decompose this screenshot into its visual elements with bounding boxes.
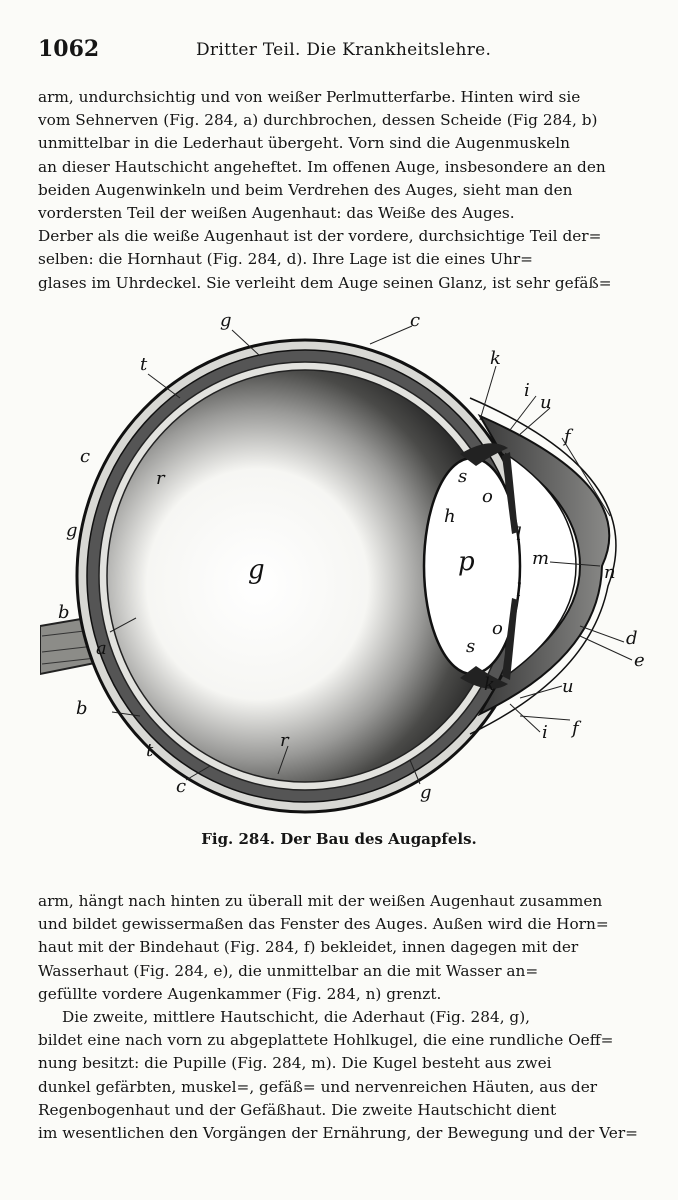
text-line: dunkel gefärbten, muskel=, gefäß= und nervenreichen Häuten, aus der	[38, 1077, 598, 1096]
text-line: an dieser Hautschicht angeheftet. Im offenen Auge, insbesondere an den	[38, 157, 606, 176]
text-line: vom Sehnerven (Fig. 284, a) durchbrochen, dessen Scheide (Fig 284, b)	[38, 111, 598, 130]
label-r: r	[280, 730, 289, 751]
text-line: nung besitzt: die Pupille (Fig. 284, m). Die Kugel besteht aus zwei	[38, 1054, 552, 1073]
label-u: u	[562, 676, 574, 697]
label-s: s	[458, 466, 468, 487]
text-line: unmittelbar in die Lederhaut übergeht. Vorn sind die Augenmuskeln	[38, 134, 571, 153]
label-e: e	[634, 650, 645, 671]
label-c: c	[176, 776, 187, 797]
label-t: t	[146, 740, 154, 761]
text-line: gefüllte vordere Augenkammer (Fig. 284, n) grenzt.	[38, 984, 442, 1003]
text-line: arm, hängt nach hinten zu überall mit der weißen Augenhaut zusammen	[38, 892, 603, 910]
text-line: beiden Augenwinkeln und beim Verdrehen des Auges, sieht man den	[38, 180, 573, 199]
text-line: Regenbogenhaut und der Gefäßhaut. Die zweite Hautschicht dient	[38, 1100, 557, 1119]
label-c: c	[80, 446, 91, 467]
text-line: und bildet gewissermaßen das Fenster des Auges. Außen wird die Horn=	[38, 915, 609, 934]
label-u: u	[540, 392, 552, 413]
label-b: b	[58, 602, 70, 623]
top-paragraph	[38, 86, 638, 295]
label-a: a	[96, 638, 107, 659]
label-i: i	[542, 722, 548, 743]
text-line: arm, undurchsichtig und von weißer Perlmutterfarbe. Hinten wird sie	[38, 88, 581, 106]
eyeball-figure	[40, 296, 660, 816]
label-o: o	[482, 486, 493, 507]
text-line: haut mit der Bindehaut (Fig. 284, f) bekleidet, innen dagegen mit der	[38, 938, 579, 957]
text-line: selben: die Hornhaut (Fig. 284, d). Ihre Lage ist die eines Uhr=	[38, 250, 533, 269]
label-o: o	[492, 618, 503, 639]
label-k: k	[484, 674, 495, 695]
running-title: Dritter Teil. Die Krankheitslehre.	[196, 40, 492, 60]
text-line: glases im Uhrdeckel. Sie verleiht dem Auge seinen Glanz, ist sehr gefäß=	[38, 273, 612, 292]
label-f: f	[572, 718, 579, 739]
label-h: h	[444, 506, 456, 527]
eyeball-illustration	[40, 296, 660, 816]
text-line: vordersten Teil der weißen Augenhaut: das Weiße des Auges.	[38, 204, 515, 223]
text-line: bildet eine nach vorn zu abgeplattete Hohlkugel, die eine rundliche Oeff=	[38, 1031, 614, 1050]
text-line: Wasserhaut (Fig. 284, e), die unmittelbar an die mit Wasser an=	[38, 961, 539, 980]
label-k: k	[490, 348, 501, 369]
text-line: Die zweite, mittlere Hautschicht, die Aderhaut (Fig. 284, g),	[62, 1008, 531, 1027]
label-l: l	[516, 524, 522, 545]
label-f: f	[564, 426, 571, 447]
bottom-paragraph	[38, 890, 638, 1145]
label-g: g	[420, 782, 432, 803]
figure-caption: Fig. 284. Der Bau des Augapfels.	[201, 830, 477, 848]
page-number: 1062	[38, 36, 100, 62]
text-line: Derber als die weiße Augenhaut ist der vordere, durchsichtige Teil der=	[38, 227, 602, 246]
label-m: m	[532, 548, 550, 569]
label-p: p	[458, 547, 475, 577]
label-c: c	[410, 310, 421, 331]
label-r: r	[156, 468, 165, 489]
label-b: b	[76, 698, 88, 719]
label-s: s	[466, 636, 476, 657]
label-n: n	[604, 562, 616, 583]
label-g: g	[248, 555, 265, 585]
label-i: i	[524, 380, 530, 401]
label-t: t	[140, 354, 148, 375]
label-g: g	[220, 310, 232, 331]
label-d: d	[626, 628, 638, 649]
label-g: g	[66, 520, 78, 541]
page-header	[38, 36, 638, 70]
label-l: l	[516, 580, 522, 601]
text-line: im wesentlichen den Vorgängen der Ernährung, der Bewegung und der Ver=	[38, 1124, 638, 1143]
